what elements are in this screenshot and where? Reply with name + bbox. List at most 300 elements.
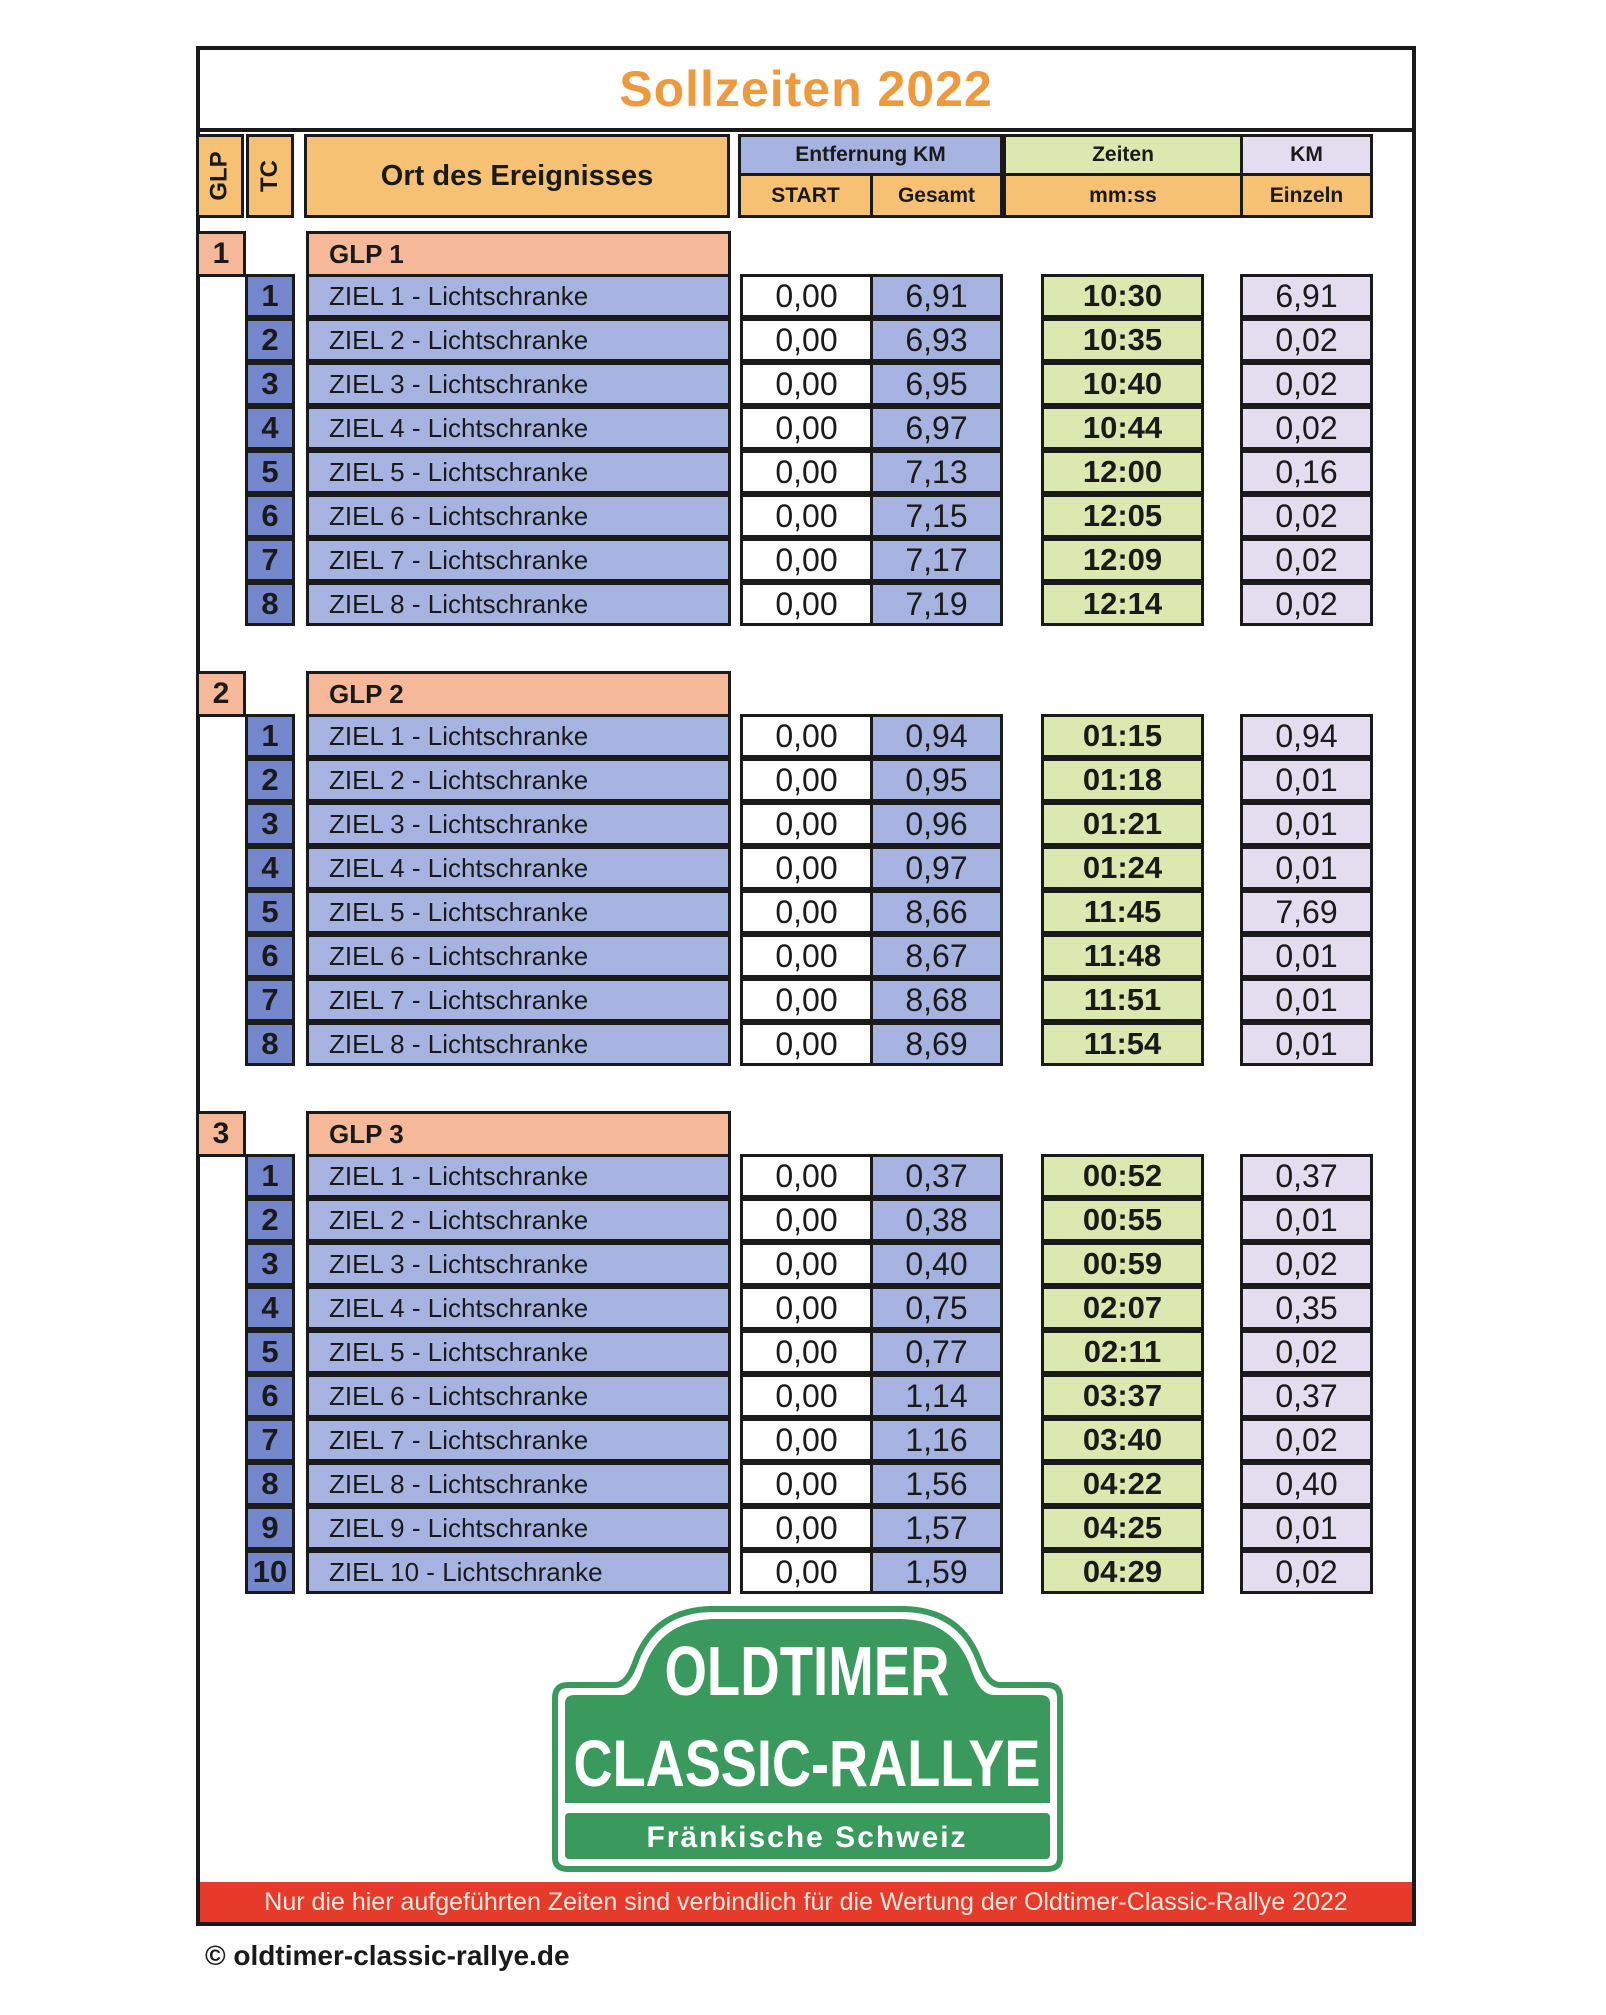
start-cell (740, 406, 873, 450)
zeit-value: 03:37 (1082, 1378, 1163, 1413)
einzeln-cell (1240, 1286, 1373, 1330)
gesamt-cell (870, 714, 1003, 758)
einzeln-cell (1240, 1022, 1373, 1066)
tc-number (245, 846, 295, 890)
zeit-value: 11:54 (1083, 1026, 1162, 1061)
gesamt-cell (870, 758, 1003, 802)
glp-header-label: GLP 2 (329, 678, 404, 709)
zeit-cell (1041, 450, 1204, 494)
ort-cell (306, 1462, 731, 1506)
start-value: 0,00 (775, 409, 838, 446)
einzeln-value: 0,02 (1275, 321, 1338, 358)
header-km-label: KM (1290, 143, 1323, 166)
zeit-cell (1041, 1418, 1204, 1462)
tc-number (245, 934, 295, 978)
header-ort-label: Ort des Ereignisses (380, 159, 654, 192)
glp-number (196, 1111, 246, 1157)
header-zeiten-label: Zeiten (1092, 143, 1154, 166)
zeit-value: 01:18 (1082, 762, 1163, 797)
einzeln-value: 0,02 (1275, 365, 1338, 402)
ort-cell (306, 1154, 731, 1198)
glp-header (306, 1111, 731, 1157)
gesamt-value: 0,38 (905, 1201, 968, 1238)
start-cell (740, 978, 873, 1022)
zeit-value: 00:59 (1082, 1246, 1163, 1281)
ort-label: ZIEL 4 - Lichtschranke (329, 1292, 589, 1323)
einzeln-value: 0,94 (1275, 717, 1338, 754)
zeit-value: 12:05 (1082, 498, 1163, 533)
einzeln-value: 0,40 (1275, 1465, 1338, 1502)
gesamt-cell (870, 978, 1003, 1022)
zeit-value: 00:52 (1082, 1158, 1163, 1193)
zeit-value: 04:22 (1082, 1466, 1163, 1501)
tc-label: 6 (261, 1378, 279, 1413)
gesamt-value: 8,66 (905, 893, 968, 930)
start-cell (740, 934, 873, 978)
ort-label: ZIEL 1 - Lichtschranke (329, 1160, 589, 1191)
start-cell (740, 1022, 873, 1066)
ort-label: ZIEL 6 - Lichtschranke (329, 940, 589, 971)
einzeln-cell (1240, 1330, 1373, 1374)
start-value: 0,00 (775, 1509, 838, 1546)
zeit-cell (1041, 934, 1204, 978)
tc-number (245, 802, 295, 846)
ort-label: ZIEL 5 - Lichtschranke (329, 1336, 589, 1367)
ort-label: ZIEL 8 - Lichtschranke (329, 1028, 589, 1059)
start-value: 0,00 (775, 1553, 838, 1590)
gesamt-cell (870, 1462, 1003, 1506)
tc-label: 8 (261, 1026, 279, 1061)
start-value: 0,00 (775, 849, 838, 886)
start-value: 0,00 (775, 937, 838, 974)
ort-cell (306, 890, 731, 934)
start-value: 0,00 (775, 981, 838, 1018)
zeit-cell (1041, 802, 1204, 846)
zeit-cell (1041, 274, 1204, 318)
gesamt-value: 6,93 (905, 321, 968, 358)
gesamt-cell (870, 582, 1003, 626)
einzeln-value: 0,02 (1275, 1333, 1338, 1370)
ort-cell (306, 1418, 731, 1462)
zeit-cell (1041, 1022, 1204, 1066)
tc-label: 2 (261, 762, 279, 797)
einzeln-cell (1240, 274, 1373, 318)
ort-cell (306, 362, 731, 406)
tc-label: 5 (261, 454, 279, 489)
copyright-text: © oldtimer-classic-rallye.de (205, 1940, 570, 1971)
tc-number (245, 978, 295, 1022)
zeit-cell (1041, 1462, 1204, 1506)
ort-label: ZIEL 8 - Lichtschranke (329, 588, 589, 619)
header-einzeln-label: Einzeln (1269, 183, 1344, 207)
ort-cell (306, 406, 731, 450)
einzeln-cell (1240, 362, 1373, 406)
tc-number (245, 1418, 295, 1462)
gesamt-cell (870, 1550, 1003, 1594)
start-cell (740, 1242, 873, 1286)
start-value: 0,00 (775, 761, 838, 798)
start-value: 0,00 (775, 497, 838, 534)
zeit-value: 01:24 (1082, 850, 1163, 885)
tc-number (245, 1198, 295, 1242)
start-value: 0,00 (775, 1377, 838, 1414)
gesamt-cell (870, 1374, 1003, 1418)
gesamt-value: 8,68 (905, 981, 968, 1018)
ort-cell (306, 1198, 731, 1242)
copyright-link[interactable] (205, 1940, 570, 1972)
start-cell (740, 1418, 873, 1462)
tc-number (245, 582, 295, 626)
einzeln-value: 0,01 (1275, 805, 1338, 842)
einzeln-cell (1240, 494, 1373, 538)
start-value: 0,00 (775, 1465, 838, 1502)
header-glp-label: GLP (206, 151, 233, 201)
tc-label: 4 (261, 410, 279, 445)
einzeln-value: 0,37 (1275, 1377, 1338, 1414)
gesamt-cell (870, 1418, 1003, 1462)
ort-cell (306, 1330, 731, 1374)
gesamt-value: 1,57 (905, 1509, 968, 1546)
gesamt-value: 1,16 (905, 1421, 968, 1458)
gesamt-value: 0,96 (905, 805, 968, 842)
section-3-rows (0, 1154, 1606, 1594)
einzeln-value: 0,01 (1275, 1509, 1338, 1546)
start-cell (740, 362, 873, 406)
einzeln-cell (1240, 1550, 1373, 1594)
start-value: 0,00 (775, 1245, 838, 1282)
tc-number (245, 1286, 295, 1330)
zeit-value: 12:14 (1082, 586, 1163, 621)
gesamt-cell (870, 934, 1003, 978)
einzeln-value: 7,69 (1275, 893, 1338, 930)
einzeln-value: 0,01 (1275, 937, 1338, 974)
zeit-cell (1041, 846, 1204, 890)
gesamt-value: 6,95 (905, 365, 968, 402)
section-1-rows (0, 274, 1606, 626)
einzeln-cell (1240, 802, 1373, 846)
tc-label: 6 (261, 498, 279, 533)
tc-label: 1 (261, 278, 279, 313)
gesamt-value: 7,19 (905, 585, 968, 622)
header-start-label: START (771, 183, 840, 207)
zeit-value: 10:35 (1082, 322, 1163, 357)
ort-cell (306, 274, 731, 318)
einzeln-cell (1240, 538, 1373, 582)
tc-number (245, 318, 295, 362)
zeit-cell (1041, 1330, 1204, 1374)
rallye-logo (535, 1603, 1080, 1875)
start-cell (740, 582, 873, 626)
gesamt-cell (870, 362, 1003, 406)
zeit-cell (1041, 1286, 1204, 1330)
footer-notice-text: Nur die hier aufgeführten Zeiten sind verbindlich für die Wertung der Oldtimer-Classic-Rallye 2022 (264, 1887, 1348, 1916)
start-cell (740, 1506, 873, 1550)
start-value: 0,00 (775, 1421, 838, 1458)
ort-cell (306, 582, 731, 626)
zeit-cell (1041, 1154, 1204, 1198)
tc-label: 1 (261, 718, 279, 753)
header-entfernung (738, 134, 1003, 176)
header-mmss (1003, 173, 1243, 218)
einzeln-cell (1240, 1154, 1373, 1198)
zeit-value: 01:15 (1082, 718, 1163, 753)
zeit-value: 04:29 (1082, 1554, 1163, 1589)
glp-header (306, 671, 731, 717)
tc-number (245, 494, 295, 538)
start-cell (740, 1154, 873, 1198)
zeit-cell (1041, 1374, 1204, 1418)
ort-cell (306, 758, 731, 802)
zeit-value: 12:09 (1082, 542, 1163, 577)
ort-label: ZIEL 10 - Lichtschranke (329, 1556, 603, 1587)
ort-label: ZIEL 7 - Lichtschranke (329, 1424, 589, 1455)
ort-cell (306, 934, 731, 978)
start-cell (740, 846, 873, 890)
zeit-value: 10:30 (1082, 278, 1163, 313)
tc-label: 5 (261, 894, 279, 929)
gesamt-value: 1,14 (905, 1377, 968, 1414)
tc-label: 3 (261, 806, 279, 841)
tc-number (245, 274, 295, 318)
gesamt-cell (870, 538, 1003, 582)
einzeln-value: 0,02 (1275, 541, 1338, 578)
ort-cell (306, 714, 731, 758)
zeit-cell (1041, 758, 1204, 802)
tc-label: 8 (261, 1466, 279, 1501)
gesamt-cell (870, 1330, 1003, 1374)
logo-line2: CLASSIC-RALLYE (573, 1725, 1041, 1801)
tc-number (245, 450, 295, 494)
zeit-cell (1041, 1242, 1204, 1286)
zeit-value: 02:11 (1083, 1334, 1162, 1369)
ort-label: ZIEL 6 - Lichtschranke (329, 500, 589, 531)
einzeln-value: 6,91 (1275, 277, 1338, 314)
ort-cell (306, 1242, 731, 1286)
gesamt-value: 0,40 (905, 1245, 968, 1282)
zeit-cell (1041, 1198, 1204, 1242)
start-cell (740, 714, 873, 758)
start-value: 0,00 (775, 1157, 838, 1194)
glp-header (306, 231, 731, 277)
einzeln-cell (1240, 934, 1373, 978)
einzeln-cell (1240, 318, 1373, 362)
start-value: 0,00 (775, 1333, 838, 1370)
start-cell (740, 450, 873, 494)
tc-label: 10 (252, 1554, 288, 1589)
einzeln-value: 0,01 (1275, 1201, 1338, 1238)
tc-number (245, 1374, 295, 1418)
einzeln-value: 0,01 (1275, 761, 1338, 798)
gesamt-cell (870, 846, 1003, 890)
tc-number (245, 758, 295, 802)
start-value: 0,00 (775, 365, 838, 402)
ort-label: ZIEL 1 - Lichtschranke (329, 280, 589, 311)
ort-cell (306, 978, 731, 1022)
zeit-cell (1041, 494, 1204, 538)
start-value: 0,00 (775, 453, 838, 490)
start-cell (740, 1374, 873, 1418)
gesamt-cell (870, 802, 1003, 846)
gesamt-value: 6,97 (905, 409, 968, 446)
tc-number (245, 1550, 295, 1594)
header-ort (304, 134, 730, 218)
ort-label: ZIEL 7 - Lichtschranke (329, 984, 589, 1015)
start-value: 0,00 (775, 541, 838, 578)
tc-number (245, 714, 295, 758)
gesamt-value: 7,17 (905, 541, 968, 578)
header-start (738, 173, 873, 218)
gesamt-value: 0,97 (905, 849, 968, 886)
zeit-value: 04:25 (1082, 1510, 1163, 1545)
start-value: 0,00 (775, 321, 838, 358)
gesamt-value: 0,75 (905, 1289, 968, 1326)
start-cell (740, 1198, 873, 1242)
einzeln-value: 0,02 (1275, 409, 1338, 446)
header-glp (196, 134, 244, 218)
logo-line1: OLDTIMER (664, 1632, 950, 1711)
ort-label: ZIEL 3 - Lichtschranke (329, 1248, 589, 1279)
gesamt-cell (870, 274, 1003, 318)
einzeln-value: 0,35 (1275, 1289, 1338, 1326)
gesamt-cell (870, 1198, 1003, 1242)
ort-label: ZIEL 5 - Lichtschranke (329, 896, 589, 927)
gesamt-cell (870, 318, 1003, 362)
tc-label: 2 (261, 322, 279, 357)
tc-label: 9 (261, 1510, 279, 1545)
tc-label: 4 (261, 1290, 279, 1325)
ort-cell (306, 1550, 731, 1594)
ort-label: ZIEL 3 - Lichtschranke (329, 368, 589, 399)
page-title: Sollzeiten 2022 (619, 61, 993, 117)
ort-label: ZIEL 5 - Lichtschranke (329, 456, 589, 487)
gesamt-value: 6,91 (905, 277, 968, 314)
einzeln-value: 0,01 (1275, 849, 1338, 886)
tc-number (245, 1022, 295, 1066)
start-value: 0,00 (775, 1289, 838, 1326)
ort-cell (306, 1374, 731, 1418)
einzeln-cell (1240, 1198, 1373, 1242)
gesamt-value: 0,77 (905, 1333, 968, 1370)
einzeln-cell (1240, 846, 1373, 890)
einzeln-value: 0,02 (1275, 1421, 1338, 1458)
start-cell (740, 1286, 873, 1330)
glp-header-label: GLP 3 (329, 1118, 404, 1149)
zeit-cell (1041, 538, 1204, 582)
ort-cell (306, 494, 731, 538)
ort-label: ZIEL 8 - Lichtschranke (329, 1468, 589, 1499)
einzeln-cell (1240, 1506, 1373, 1550)
section-2-rows (0, 714, 1606, 1066)
tc-number (245, 1506, 295, 1550)
ort-cell (306, 318, 731, 362)
header-tc-label: TC (256, 160, 283, 192)
zeit-value: 10:44 (1082, 410, 1163, 445)
zeit-cell (1041, 406, 1204, 450)
zeit-cell (1041, 714, 1204, 758)
ort-label: ZIEL 2 - Lichtschranke (329, 764, 589, 795)
start-cell (740, 802, 873, 846)
start-value: 0,00 (775, 1025, 838, 1062)
einzeln-cell (1240, 1374, 1373, 1418)
header-einzeln (1240, 173, 1373, 218)
start-cell (740, 1550, 873, 1594)
zeit-cell (1041, 890, 1204, 934)
start-cell (740, 538, 873, 582)
einzeln-value: 0,37 (1275, 1157, 1338, 1194)
zeit-value: 12:00 (1082, 454, 1163, 489)
tc-number (245, 1462, 295, 1506)
gesamt-value: 0,94 (905, 717, 968, 754)
start-cell (740, 758, 873, 802)
einzeln-value: 0,02 (1275, 1553, 1338, 1590)
zeit-value: 00:55 (1082, 1202, 1163, 1237)
ort-cell (306, 802, 731, 846)
start-value: 0,00 (775, 277, 838, 314)
gesamt-cell (870, 1286, 1003, 1330)
header-tc (246, 134, 294, 218)
ort-label: ZIEL 2 - Lichtschranke (329, 324, 589, 355)
zeit-value: 11:48 (1083, 938, 1162, 973)
einzeln-value: 0,16 (1275, 453, 1338, 490)
einzeln-value: 0,02 (1275, 1245, 1338, 1282)
tc-number (245, 1154, 295, 1198)
ort-label: ZIEL 1 - Lichtschranke (329, 720, 589, 751)
tc-number (245, 890, 295, 934)
tc-label: 4 (261, 850, 279, 885)
glp-number (196, 671, 246, 717)
glp-number-label: 2 (212, 677, 230, 710)
gesamt-cell (870, 494, 1003, 538)
zeit-value: 03:40 (1082, 1422, 1163, 1457)
title-divider (196, 128, 1416, 132)
header-mmss-label: mm:ss (1089, 183, 1157, 207)
start-cell (740, 1462, 873, 1506)
gesamt-cell (870, 1242, 1003, 1286)
zeit-cell (1041, 1550, 1204, 1594)
tc-number (245, 362, 295, 406)
zeit-cell (1041, 318, 1204, 362)
ort-cell (306, 450, 731, 494)
zeit-value: 11:45 (1083, 894, 1162, 929)
zeit-value: 11:51 (1083, 982, 1162, 1017)
einzeln-cell (1240, 758, 1373, 802)
ort-label: ZIEL 6 - Lichtschranke (329, 1380, 589, 1411)
einzeln-value: 0,02 (1275, 497, 1338, 534)
glp-number-label: 1 (212, 237, 230, 270)
einzeln-cell (1240, 890, 1373, 934)
ort-cell (306, 1506, 731, 1550)
gesamt-value: 8,67 (905, 937, 968, 974)
ort-cell (306, 538, 731, 582)
start-value: 0,00 (775, 805, 838, 842)
start-value: 0,00 (775, 893, 838, 930)
start-value: 0,00 (775, 585, 838, 622)
gesamt-value: 1,59 (905, 1553, 968, 1590)
tc-label: 6 (261, 938, 279, 973)
logo-line3: Fränkische Schweiz (646, 1821, 968, 1854)
tc-label: 8 (261, 586, 279, 621)
start-value: 0,00 (775, 1201, 838, 1238)
tc-label: 7 (261, 542, 279, 577)
tc-number (245, 538, 295, 582)
glp-number (196, 231, 246, 277)
tc-label: 7 (261, 1422, 279, 1457)
glp-number-label: 3 (212, 1117, 230, 1150)
header-gesamt-label: Gesamt (897, 183, 976, 207)
einzeln-cell (1240, 450, 1373, 494)
einzeln-cell (1240, 714, 1373, 758)
start-cell (740, 494, 873, 538)
